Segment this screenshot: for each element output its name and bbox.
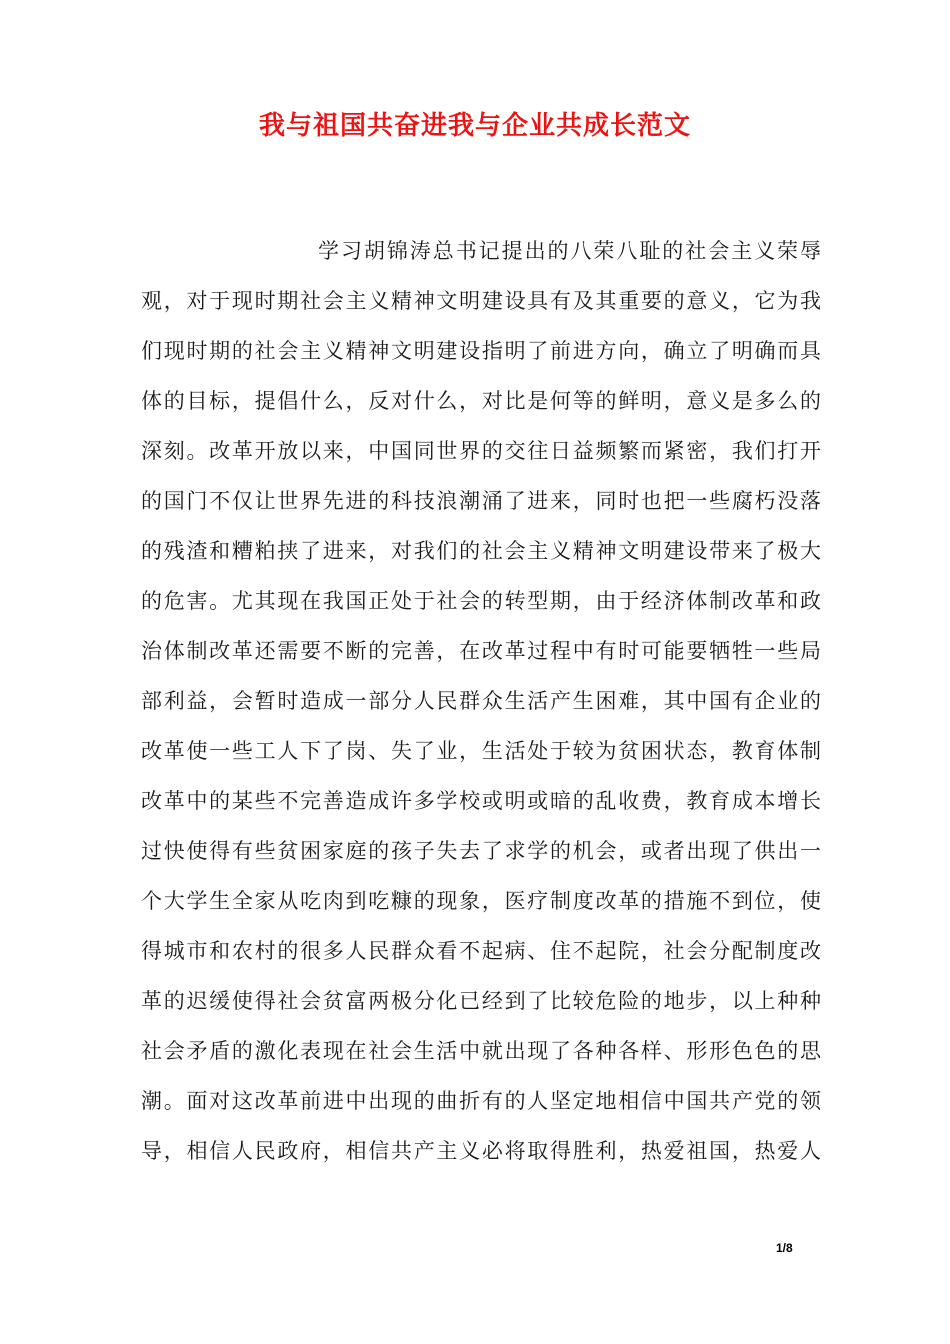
- body-line: 学习胡锦涛总书记提出的八荣八耻的社会主义荣辱: [318, 239, 821, 263]
- body-line: 的危害。尤其现在我国正处于社会的转型期，由于经济体制改革和政: [141, 589, 821, 613]
- body-line: 体的目标，提倡什么，反对什么，对比是何等的鲜明，意义是多么的: [141, 389, 821, 413]
- body-line: 得城市和农村的很多人民群众看不起病、住不起院，社会分配制度改: [141, 939, 821, 963]
- body-line: 们现时期的社会主义精神文明建设指明了前进方向，确立了明确而具: [141, 339, 821, 363]
- document-title: 我与祖国共奋进我与企业共成长范文: [258, 111, 691, 141]
- body-line: 改革使一些工人下了岗、失了业，生活处于较为贫困状态，教育体制: [141, 739, 821, 763]
- body-line: 的残渣和糟粕挟了进来，对我们的社会主义精神文明建设带来了极大: [141, 539, 821, 563]
- body-line: 个大学生全家从吃肉到吃糠的现象，医疗制度改革的措施不到位，使: [141, 889, 821, 913]
- body-line: 改革中的某些不完善造成许多学校或明或暗的乱收费，教育成本增长: [141, 789, 821, 813]
- body-line: 深刻。改革开放以来，中国同世界的交往日益频繁而紧密，我们打开: [141, 439, 821, 463]
- body-line: 潮。面对这改革前进中出现的曲折有的人坚定地相信中国共产党的领: [141, 1089, 821, 1113]
- body-line: 过快使得有些贫困家庭的孩子失去了求学的机会，或者出现了供出一: [141, 839, 821, 863]
- body-line: 治体制改革还需要不断的完善，在改革过程中有时可能要牺牲一些局: [141, 639, 821, 663]
- body-line: 社会矛盾的激化表现在社会生活中就出现了各种各样、形形色色的思: [141, 1039, 821, 1063]
- body-line: 观，对于现时期社会主义精神文明建设具有及其重要的意义，它为我: [141, 289, 821, 313]
- body-line: 部利益，会暂时造成一部分人民群众生活产生困难，其中国有企业的: [141, 689, 821, 713]
- page-number: 1/8: [776, 1241, 793, 1255]
- body-line: 导，相信人民政府，相信共产主义必将取得胜利，热爱祖国，热爱人: [141, 1139, 821, 1163]
- body-line: 革的迟缓使得社会贫富两极分化已经到了比较危险的地步，以上种种: [141, 989, 821, 1013]
- body-line: 的国门不仅让世界先进的科技浪潮涌了进来，同时也把一些腐朽没落: [141, 489, 821, 513]
